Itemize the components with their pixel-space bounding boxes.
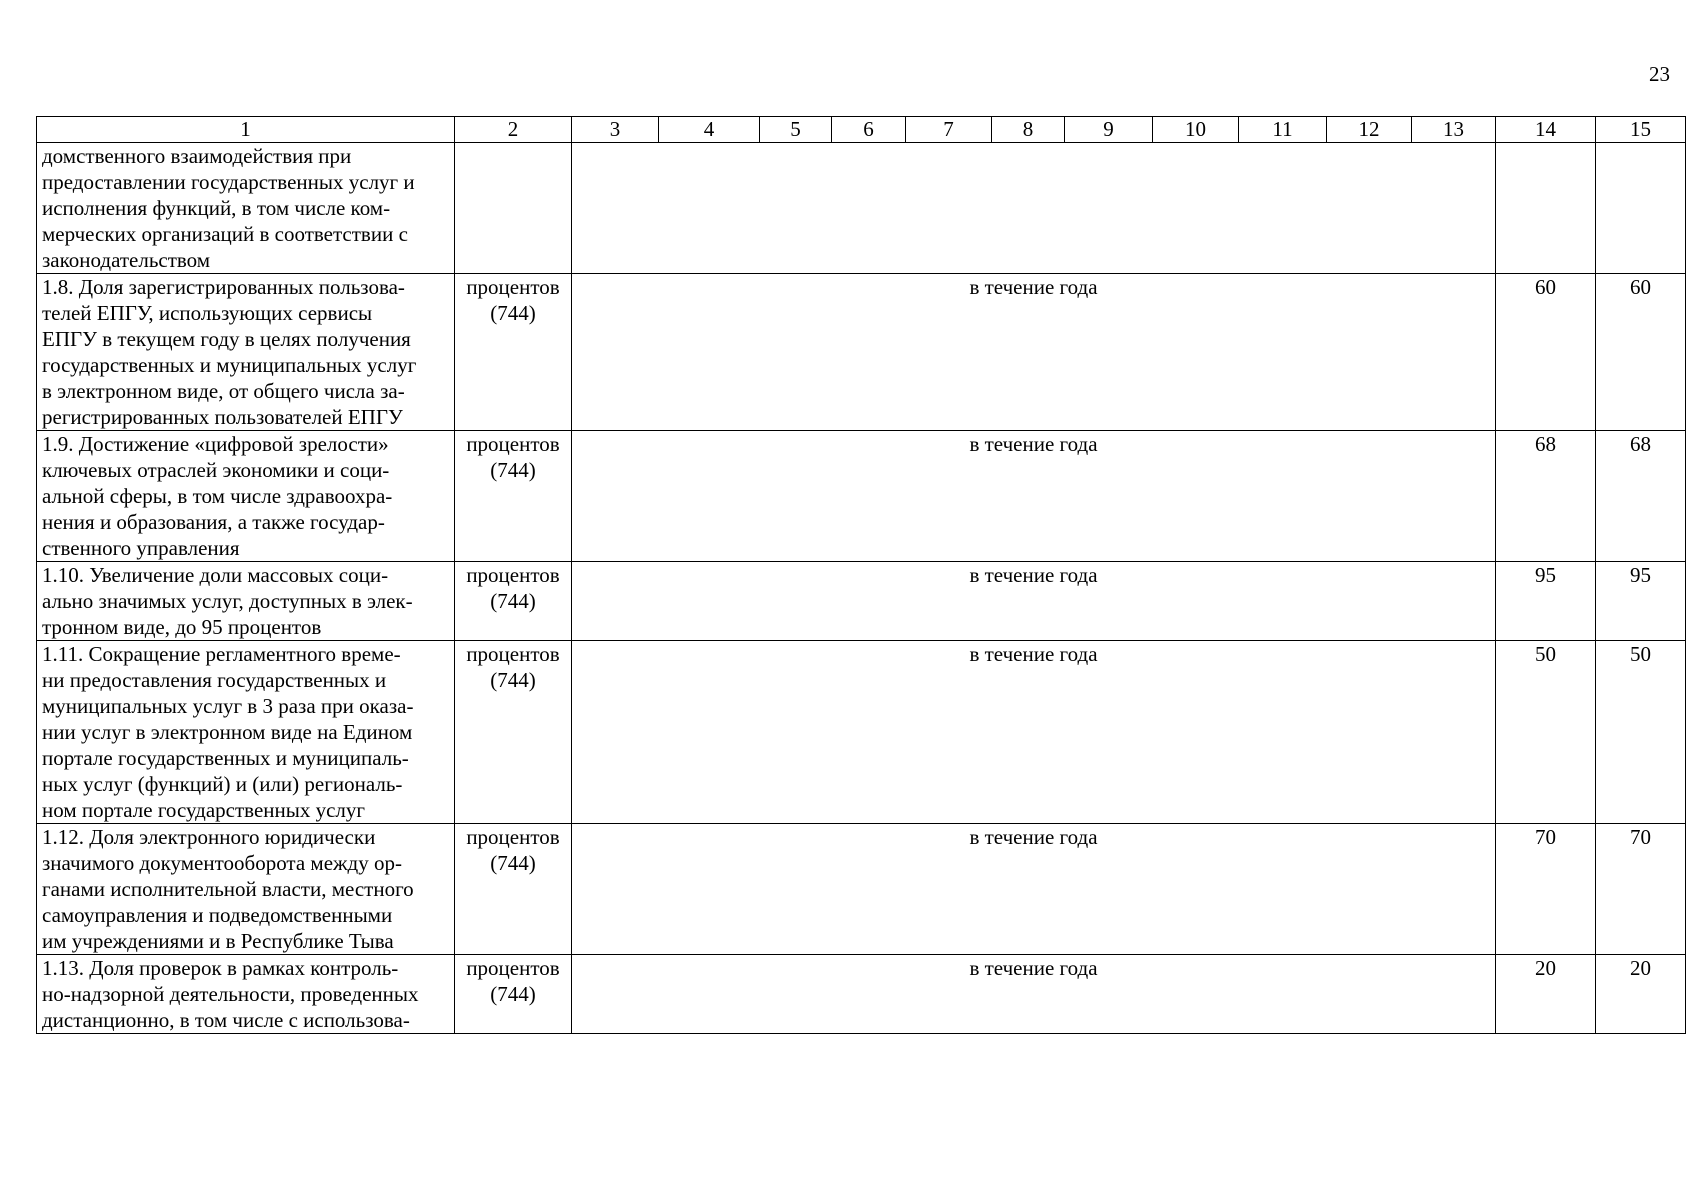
table-row (37, 431, 1686, 562)
indicator-name (37, 955, 455, 1034)
period-cell: в течение года (572, 641, 1496, 824)
unit-cell (455, 824, 572, 955)
value-15: 50 (1596, 641, 1686, 824)
unit-cell (455, 641, 572, 824)
indicator-name (37, 562, 455, 641)
indicator-name-line: 1.13. Доля проверок в рамках контроль- (42, 956, 399, 980)
column-header: 6 (832, 117, 906, 143)
table-row (37, 143, 1686, 274)
indicator-name-line: телей ЕПГУ, использующих сервисы (42, 301, 373, 325)
unit-code: (744) (490, 982, 536, 1006)
period-cell: в течение года (572, 955, 1496, 1034)
indicator-name-line: домственного взаимодействия при (42, 144, 352, 168)
indicator-name-line: портале государственных и муниципаль- (42, 746, 409, 770)
table-row (37, 641, 1686, 824)
indicator-name-line: дистанционно, в том числе с использова- (42, 1008, 410, 1032)
indicator-name-line: государственных и муниципальных услуг (42, 353, 417, 377)
indicator-name-line: ЕПГУ в текущем году в целях получения (42, 327, 411, 351)
indicator-name-line: тронном виде, до 95 процентов (42, 615, 322, 639)
indicator-name-line: но-надзорной деятельности, проведенных (42, 982, 419, 1006)
indicator-name-line: 1.8. Доля зарегистрированных пользова- (42, 275, 405, 299)
unit-label: процентов (466, 563, 560, 587)
unit-label: процентов (466, 642, 560, 666)
indicator-name-line: значимого документооборота между ор- (42, 851, 402, 875)
column-header: 10 (1153, 117, 1239, 143)
indicator-name (37, 143, 455, 274)
unit-code: (744) (490, 851, 536, 875)
indicator-name-line: им учреждениями и в Республике Тыва (42, 929, 394, 953)
indicator-name-line: нии услуг в электронном виде на Едином (42, 720, 413, 744)
column-header: 8 (992, 117, 1065, 143)
value-14: 70 (1496, 824, 1596, 955)
unit-cell (455, 431, 572, 562)
indicator-name-line: нения и образования, а также государ- (42, 510, 385, 534)
column-header: 13 (1412, 117, 1496, 143)
indicator-name (37, 274, 455, 431)
header-row (37, 117, 1686, 143)
indicator-name-line: 1.11. Сокращение регламентного време- (42, 642, 401, 666)
column-header: 9 (1065, 117, 1153, 143)
indicator-name-line: альной сферы, в том числе здравоохра- (42, 484, 393, 508)
unit-label: процентов (466, 825, 560, 849)
unit-code: (744) (490, 589, 536, 613)
value-14: 95 (1496, 562, 1596, 641)
indicator-name-line: ально значимых услуг, доступных в элек- (42, 589, 413, 613)
unit-label: процентов (466, 275, 560, 299)
column-header: 5 (760, 117, 832, 143)
indicator-name-line: самоуправления и подведомственными (42, 903, 393, 927)
column-header: 15 (1596, 117, 1686, 143)
indicator-name-line: ни предоставления государственных и (42, 668, 387, 692)
indicator-name-line: исполнения функций, в том числе ком- (42, 196, 391, 220)
column-header: 14 (1496, 117, 1596, 143)
indicator-name-line: ганами исполнительной власти, местного (42, 877, 414, 901)
value-15: 60 (1596, 274, 1686, 431)
value-14: 68 (1496, 431, 1596, 562)
period-cell (572, 143, 1496, 274)
table-row (37, 562, 1686, 641)
column-header: 2 (455, 117, 572, 143)
indicator-name-line: мерческих организаций в соответствии с (42, 222, 408, 246)
indicator-name (37, 824, 455, 955)
unit-code: (744) (490, 301, 536, 325)
table-row (37, 274, 1686, 431)
page-number: 23 (1649, 62, 1670, 86)
value-15: 20 (1596, 955, 1686, 1034)
period-cell: в течение года (572, 274, 1496, 431)
indicator-name-line: 1.9. Достижение «цифровой зрелости» (42, 432, 389, 456)
column-header: 4 (659, 117, 760, 143)
period-cell: в течение года (572, 431, 1496, 562)
indicator-name-line: регистрированных пользователей ЕПГУ (42, 405, 403, 429)
column-header: 3 (572, 117, 659, 143)
unit-label: процентов (466, 956, 560, 980)
indicator-name-line: 1.12. Доля электронного юридически (42, 825, 376, 849)
value-14: 50 (1496, 641, 1596, 824)
indicator-name-line: 1.10. Увеличение доли массовых соци- (42, 563, 389, 587)
value-15: 68 (1596, 431, 1686, 562)
column-header: 12 (1327, 117, 1412, 143)
indicator-name (37, 641, 455, 824)
column-header: 11 (1239, 117, 1327, 143)
indicator-name-line: предоставлении государственных услуг и (42, 170, 415, 194)
indicator-name-line: ключевых отраслей экономики и соци- (42, 458, 390, 482)
table-row (37, 955, 1686, 1034)
unit-code: (744) (490, 668, 536, 692)
unit-label: процентов (466, 432, 560, 456)
unit-code: (744) (490, 458, 536, 482)
value-15 (1596, 143, 1686, 274)
column-header: 7 (906, 117, 992, 143)
unit-cell (455, 274, 572, 431)
indicator-name (37, 431, 455, 562)
unit-cell (455, 143, 572, 274)
value-14 (1496, 143, 1596, 274)
indicators-table (36, 116, 1686, 1034)
value-15: 70 (1596, 824, 1686, 955)
table-row (37, 824, 1686, 955)
indicator-name-line: муниципальных услуг в 3 раза при оказа- (42, 694, 414, 718)
indicator-name-line: в электронном виде, от общего числа за- (42, 379, 405, 403)
unit-cell (455, 955, 572, 1034)
indicator-name-line: ных услуг (функций) и (или) региональ- (42, 772, 403, 796)
period-cell: в течение года (572, 824, 1496, 955)
indicator-name-line: ном портале государственных услуг (42, 798, 366, 822)
value-15: 95 (1596, 562, 1686, 641)
value-14: 60 (1496, 274, 1596, 431)
unit-cell (455, 562, 572, 641)
indicator-name-line: законодательством (42, 248, 211, 272)
indicator-name-line: ственного управления (42, 536, 240, 560)
period-cell: в течение года (572, 562, 1496, 641)
value-14: 20 (1496, 955, 1596, 1034)
column-header: 1 (37, 117, 455, 143)
